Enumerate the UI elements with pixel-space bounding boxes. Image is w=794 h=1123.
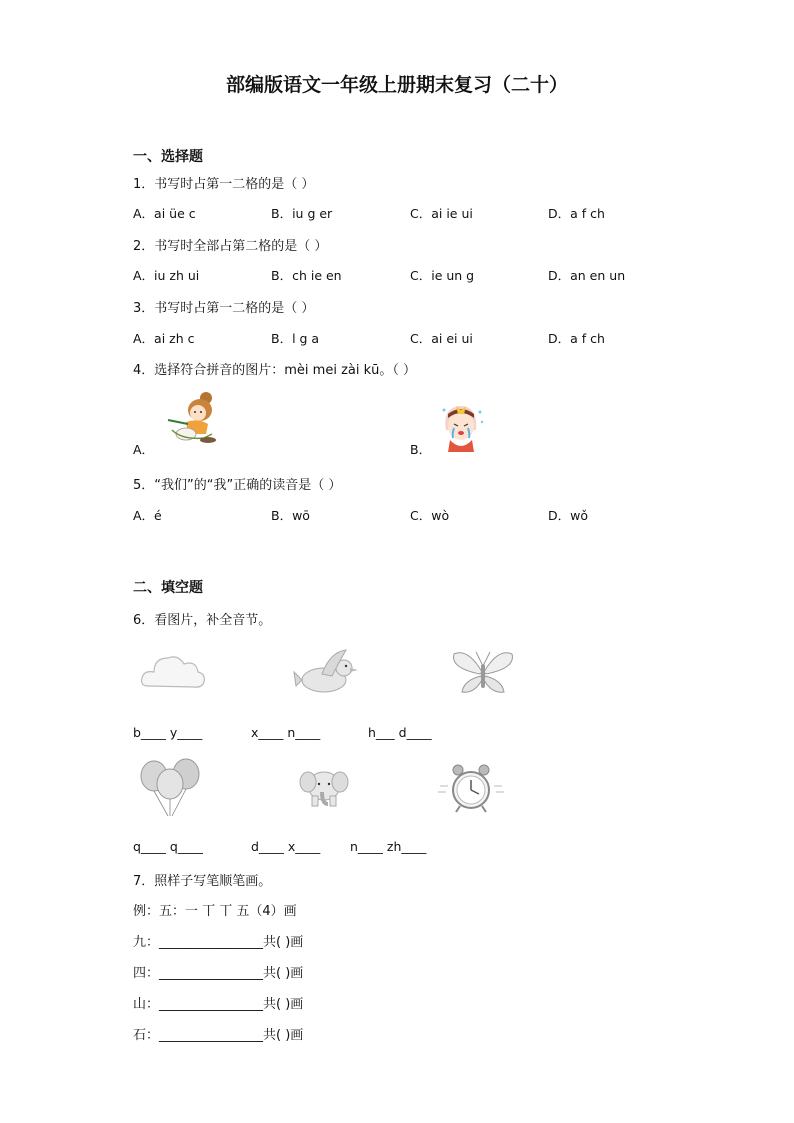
fill-blank-balloon[interactable]: q____ q____ (133, 839, 203, 854)
question-5: 5．“我们”的“我”正确的读音是（ ） (133, 478, 342, 493)
alarm-clock-image (436, 760, 506, 816)
q5-option-c: C．wò (410, 508, 450, 523)
girl-crying-image (432, 400, 490, 452)
stroke-line-shan[interactable]: 山：________________共( )画 (133, 997, 304, 1012)
stroke-line-si[interactable]: 四：________________共( )画 (133, 966, 304, 981)
q1-option-b: B．iu g er (271, 206, 333, 221)
page-title: 部编版语文一年级上册期末复习（二十） (225, 74, 568, 96)
question-3: 3．书写时占第一二格的是（ ） (133, 301, 315, 316)
fill-blank-butterfly[interactable]: h___ d____ (368, 725, 432, 740)
cloud-image (140, 650, 206, 692)
q1-option-c: C．ai ie ui (410, 206, 473, 221)
q3-option-a: A．ai zh c (133, 331, 195, 346)
fill-blank-elephant[interactable]: d____ x____ (251, 839, 321, 854)
question-4: 4．选择符合拼音的图片：mèi mei zài kū。（ ） (133, 363, 417, 378)
q5-option-b: B．wō (271, 508, 310, 523)
q4-option-a: A． (133, 442, 155, 457)
stroke-line-jiu[interactable]: 九：________________共( )画 (133, 935, 304, 950)
q2-option-d: D．an en un (548, 268, 626, 283)
stroke-example: 例：五：一 丅 丅 五（4）画 (133, 904, 297, 919)
section-heading-choice: 一、选择题 (133, 149, 203, 165)
question-7: 7．照样子写笔顺笔画。 (133, 874, 272, 889)
bird-image (292, 646, 362, 700)
q5-option-d: D．wǒ (548, 508, 588, 523)
fill-blank-clock[interactable]: n____ zh____ (350, 839, 427, 854)
girl-eating-image (160, 390, 222, 448)
q2-option-b: B．ch ie en (271, 268, 342, 283)
q2-option-c: C．ie un g (410, 268, 475, 283)
question-1: 1．书写时占第一二格的是（ ） (133, 177, 315, 192)
section-heading-fill: 二、填空题 (133, 580, 203, 596)
q2-option-a: A．iu zh ui (133, 268, 200, 283)
fill-blank-cloud[interactable]: b____ y____ (133, 725, 203, 740)
elephant-image (296, 764, 352, 810)
q1-option-d: D．a f ch (548, 206, 605, 221)
stroke-line-shi[interactable]: 石：________________共( )画 (133, 1028, 304, 1043)
question-6: 6．看图片，补全音节。 (133, 613, 272, 628)
butterfly-image (450, 646, 516, 698)
q3-option-c: C．ai ei ui (410, 331, 473, 346)
fill-blank-bird[interactable]: x____ n____ (251, 725, 321, 740)
question-2: 2．书写时全部占第二格的是（ ） (133, 239, 328, 254)
q3-option-d: D．a f ch (548, 331, 605, 346)
q5-option-a: A．é (133, 508, 162, 523)
q3-option-b: B．l g a (271, 331, 320, 346)
q1-option-a: A．ai üe c (133, 206, 196, 221)
balloons-image (138, 758, 204, 818)
q4-option-b: B． (410, 442, 432, 457)
